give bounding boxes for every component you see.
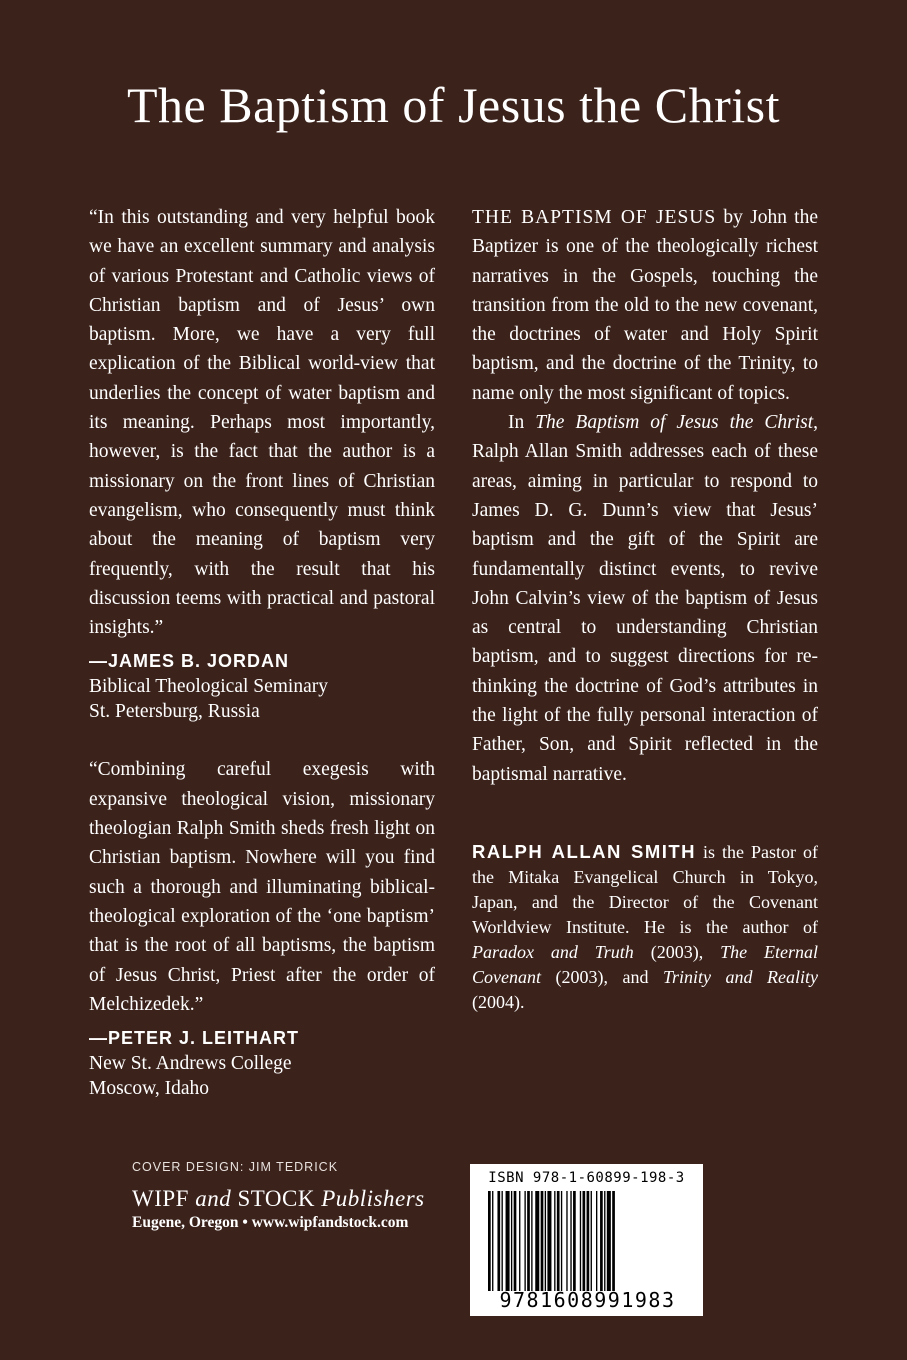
publisher-name: [132, 1186, 425, 1212]
barcode-bars: [488, 1191, 688, 1291]
publisher-website: www.wipfandstock.com: [251, 1214, 409, 1231]
ean-digits: 9781608991983: [499, 1288, 676, 1312]
description-book-title: The Baptism of Jesus the Christ: [535, 412, 814, 434]
publisher-block: [132, 1160, 425, 1232]
bio-book-2: The Eternal Covenant: [472, 941, 818, 987]
publisher-and: and: [195, 1186, 232, 1211]
book-title: The Baptism of Jesus the Christ: [127, 77, 780, 133]
publisher-word-1: WIPF: [132, 1186, 189, 1211]
endorsement-author-2: —PETER J. LEITHART: [89, 1028, 300, 1049]
barcode-bar: [600, 1191, 603, 1291]
barcode-bar: [604, 1191, 605, 1291]
barcode-bar: [502, 1191, 503, 1291]
description-paragraph-2: [472, 408, 818, 789]
barcode-bar: [497, 1191, 500, 1291]
barcode-bar: [570, 1191, 571, 1291]
endorsement-affiliation-1a: Biblical Theological Seminary: [89, 676, 328, 698]
barcode-bar: [514, 1191, 517, 1291]
endorsement-affiliation-1b: St. Petersburg, Russia: [89, 701, 260, 723]
barcode-bar: [607, 1191, 611, 1291]
barcode-bar: [566, 1191, 567, 1291]
bullet-separator: •: [242, 1214, 248, 1231]
barcode-bar: [524, 1191, 525, 1291]
barcode-bar: [492, 1191, 493, 1291]
barcode-bar: [573, 1191, 576, 1291]
description-column: [472, 203, 818, 1015]
barcode-bar: [561, 1191, 562, 1291]
description-paragraph-1: [472, 203, 818, 408]
endorsement-quote-1: “In this outstanding and very helpful book we have an excellent summary and analysis of various Protestant and Catholic views of Christian baptism and of Jesus’ own baptism. More, we have a very full explication of the Biblical world-view that underlies the concept of water baptism and its meaning. Perhaps most importantly, however, is the fact that the author is a missionary on the front lines of Christian evangelism, who consequently must think about the meaning of baptism very frequently, with the result that his discussion teems with practical and pastoral insights.”: [89, 207, 435, 639]
barcode-bar: [531, 1191, 532, 1291]
barcode-bar: [580, 1191, 581, 1291]
endorsements-column: [89, 203, 435, 1101]
bio-text-4: (2004).: [472, 991, 525, 1012]
barcode-bar: [587, 1191, 590, 1291]
barcode-bar: [554, 1191, 555, 1291]
barcode-bar: [547, 1191, 551, 1291]
description-lead: THE BAPTISM OF JESUS: [472, 207, 717, 228]
barcode-bar: [488, 1191, 491, 1291]
endorsement-affiliation-2a: New St. Andrews College: [89, 1053, 292, 1075]
barcode-bar: [506, 1191, 510, 1291]
description-pre: In: [508, 412, 536, 434]
bio-text-3: (2003), and: [541, 966, 663, 987]
publisher-word-2: STOCK: [237, 1186, 315, 1211]
author-bio: [472, 839, 818, 1015]
barcode-bar: [557, 1191, 560, 1291]
description-text-2: , Ralph Allan Smith addresses each of these areas, aiming in particular to respond to James D. G. Dunn’s view that Jesus’ baptism and the gift of the Spirit are fundamentally distinct events, to revive John Calvin’s view of the baptism of Jesus as central to understanding Christian baptism, and to suggest directions for re-thinking the doctrine of God’s attributes in the light of the fully personal interaction of Father, Son, and Spirit reflected in the baptismal narrative.: [472, 412, 818, 785]
publisher-word-3: Publishers: [321, 1186, 425, 1211]
bio-text-1: is the Pastor of the Mitaka Evangelical Church in Tokyo, Japan, and the Director of the Covenant Worldview Institute. He is the author of: [472, 841, 818, 937]
bio-book-3: Trinity and Reality: [663, 966, 818, 987]
barcode-bar: [583, 1191, 586, 1291]
bio-book-1: Paradox and Truth: [472, 941, 634, 962]
description-text-1: by John the Baptizer is one of the theologically richest narratives in the Gospels, touching the transition from the old to the new covenant, the doctrines of water and Holy Spirit baptism, and the doctrine of the Trinity, to name only the most significant of topics.: [472, 207, 818, 404]
barcode-bar: [591, 1191, 592, 1291]
publisher-city: Eugene, Oregon: [132, 1214, 239, 1231]
barcode-bar: [519, 1191, 520, 1291]
endorsement-quote-2: “Combining careful exegesis with expansive theological vision, missionary theologian Ralph Smith sheds fresh light on Christian baptism. Nowhere will you find such a thorough and illuminating biblical-theological exploration of the ‘one baptism’ that is the root of all baptisms, the baptism of Jesus Christ, Priest after the order of Melchizedek.”: [89, 759, 435, 1015]
bio-text-2: (2003),: [633, 941, 721, 962]
cover-design-credit: COVER DESIGN: JIM TEDRICK: [132, 1160, 339, 1174]
barcode-bar: [541, 1191, 544, 1291]
endorsement-author-1: —JAMES B. JORDAN: [89, 651, 290, 672]
isbn-text: ISBN 978-1-60899-198-3: [488, 1170, 685, 1186]
isbn-barcode: [470, 1164, 703, 1316]
barcode-bar: [612, 1191, 615, 1291]
author-name: RALPH ALLAN SMITH: [472, 840, 697, 862]
publisher-location: [132, 1214, 425, 1232]
barcode-bar: [527, 1191, 530, 1291]
barcode-bar: [511, 1191, 512, 1291]
barcode-bar: [545, 1191, 546, 1291]
barcode-bar: [596, 1191, 597, 1291]
endorsement-affiliation-2b: Moscow, Idaho: [89, 1078, 210, 1100]
barcode-bar: [535, 1191, 539, 1291]
